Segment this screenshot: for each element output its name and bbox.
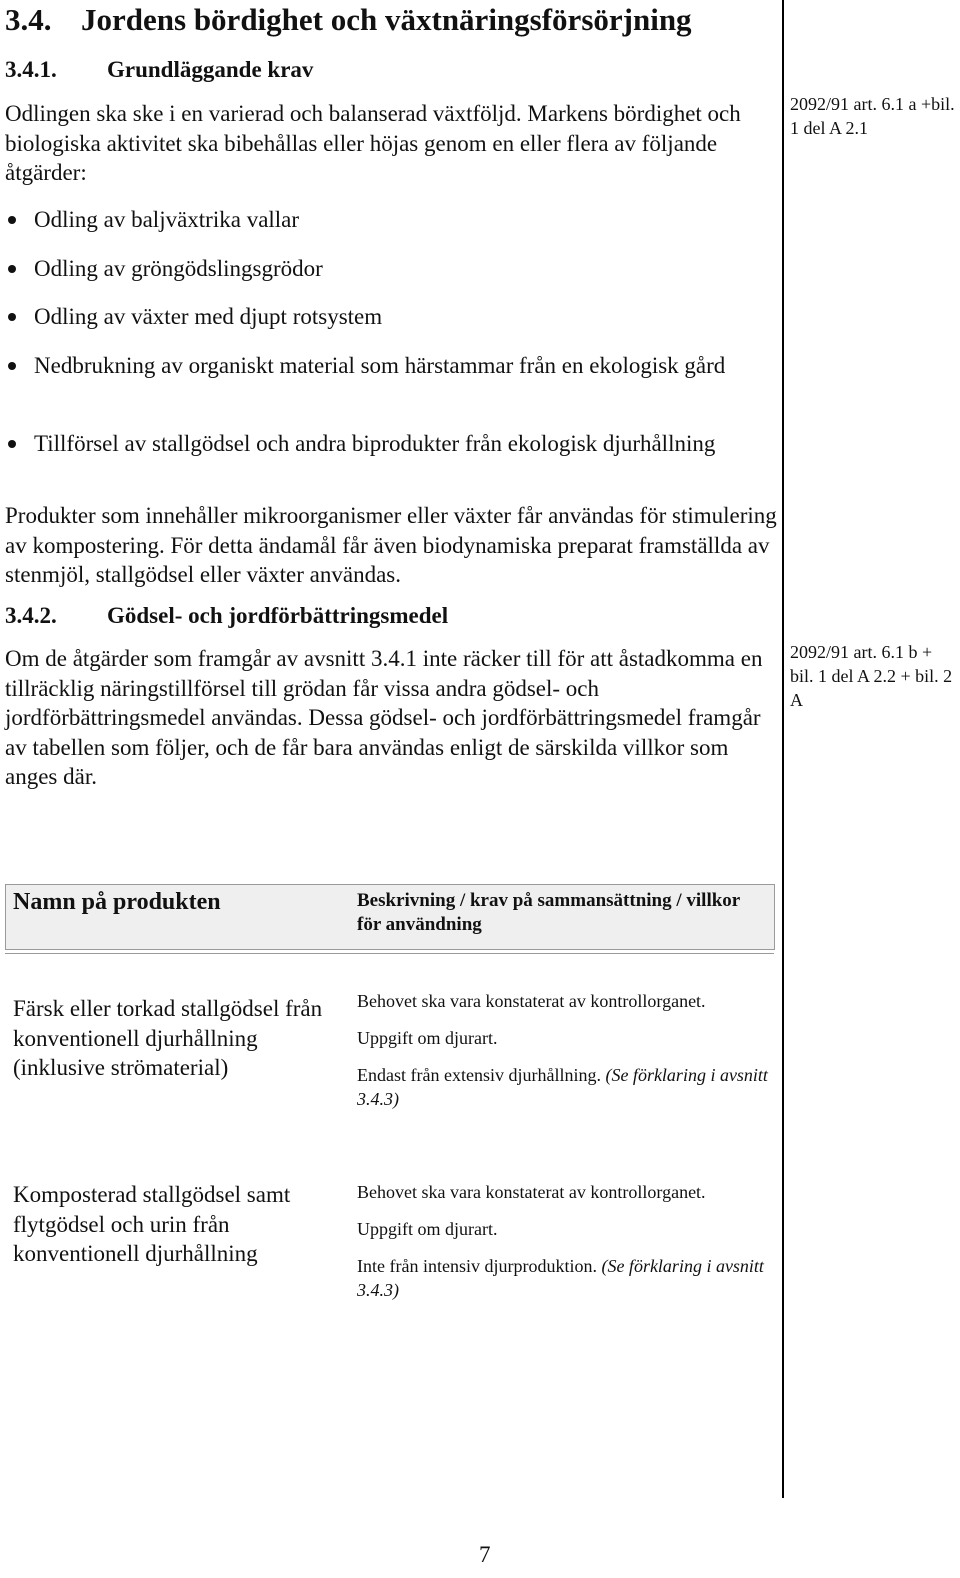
requirement: Uppgift om djurart. bbox=[357, 1219, 498, 1239]
margin-divider-line bbox=[782, 0, 784, 1498]
requirement-note: (Se förklaring i avsnitt 3.4.3) bbox=[357, 1065, 768, 1109]
bullet-item bbox=[5, 429, 775, 459]
bullet-dot-icon bbox=[8, 362, 16, 370]
subsection-number-1: 3.4.1. bbox=[5, 57, 57, 82]
bullet-dot-icon bbox=[8, 440, 16, 448]
bullet-text: Nedbrukning av organiskt material som härstammar från en ekologisk gård bbox=[34, 353, 726, 378]
bullet-item bbox=[5, 254, 775, 284]
bullet-item bbox=[5, 302, 775, 332]
bullet-dot-icon bbox=[8, 265, 16, 273]
bullet-dot-icon bbox=[8, 216, 16, 224]
section-title: Jordens bördighet och växtnäringsförsörjning bbox=[81, 2, 692, 37]
product-description bbox=[357, 1180, 772, 1315]
bullet-text: Odling av växter med djupt rotsystem bbox=[34, 304, 383, 329]
page-number: 7 bbox=[479, 1542, 491, 1567]
legal-reference-1: 2092/91 art. 6.1 a +bil. 1 del A 2.1 bbox=[790, 94, 955, 138]
bullet-item bbox=[5, 351, 775, 381]
legal-reference-2: 2092/91 art. 6.1 b + bil. 1 del A 2.2 + bil. 2 A bbox=[790, 642, 953, 710]
product-name: Färsk eller torkad stallgödsel från konventionell djurhållning (inklusive strömaterial) bbox=[13, 996, 323, 1080]
table-header-description: Beskrivning / krav på sammansättning / villkor för användning bbox=[357, 890, 740, 935]
requirement-text: Inte från intensiv djurproduktion. bbox=[357, 1256, 597, 1276]
section-number: 3.4. bbox=[5, 2, 52, 37]
subsection-number-2: 3.4.2. bbox=[5, 603, 57, 628]
requirement: Uppgift om djurart. bbox=[357, 1028, 498, 1048]
fertilizer-paragraph: Om de åtgärder som framgår av avsnitt 3.4.1 inte räcker till för att åstadkomma en tillräcklig näringstillförsel till grödan får vissa andra gödsel- och jordförbättringsmedel användas. Dessa gödsel- och jordförbättringsmedel framgår av tabellen som följer, och de får bara användas enligt de särskilda villkor som anges där. bbox=[5, 646, 763, 789]
subsection-title-1: Grundläggande krav bbox=[107, 57, 314, 82]
bullet-dot-icon bbox=[8, 313, 16, 321]
requirement bbox=[357, 1063, 772, 1111]
requirement bbox=[357, 1254, 772, 1302]
subsection-heading-2 bbox=[5, 603, 448, 629]
table-divider bbox=[5, 953, 774, 954]
requirement: Behovet ska vara konstaterat av kontrollorganet. bbox=[357, 991, 706, 1011]
subsection-title-2: Gödsel- och jordförbättringsmedel bbox=[107, 603, 449, 628]
requirement: Behovet ska vara konstaterat av kontrollorganet. bbox=[357, 1182, 706, 1202]
product-description bbox=[357, 989, 772, 1124]
bullet-text: Odling av gröngödslingsgrödor bbox=[34, 256, 323, 281]
closing-paragraph: Produkter som innehåller mikroorganismer eller växter får användas för stimulering av kompostering. För detta ändamål får även biodynamiska preparat framställda av stenmjöl, stallgödsel eller växter användas. bbox=[5, 503, 777, 587]
bullet-text: Odling av baljväxtrika vallar bbox=[34, 207, 300, 232]
bullet-item bbox=[5, 205, 775, 235]
intro-paragraph: Odlingen ska ske i en varierad och balanserad växtföljd. Markens bördighet och biologiska aktivitet ska bibehållas eller höjas genom en eller flera av följande åtgärder: bbox=[5, 101, 741, 185]
requirement-text: Endast från extensiv djurhållning. bbox=[357, 1065, 601, 1085]
section-heading bbox=[5, 2, 692, 38]
product-name: Komposterad stallgödsel samt flytgödsel och urin från konventionell djurhållning bbox=[13, 1182, 291, 1266]
requirement-note: (Se förklaring i avsnitt 3.4.3) bbox=[357, 1256, 764, 1300]
bullet-text: Tillförsel av stallgödsel och andra biprodukter från ekologisk djurhållning bbox=[34, 431, 716, 456]
subsection-heading-1 bbox=[5, 57, 313, 83]
table-header-name: Namn på produkten bbox=[13, 889, 221, 915]
